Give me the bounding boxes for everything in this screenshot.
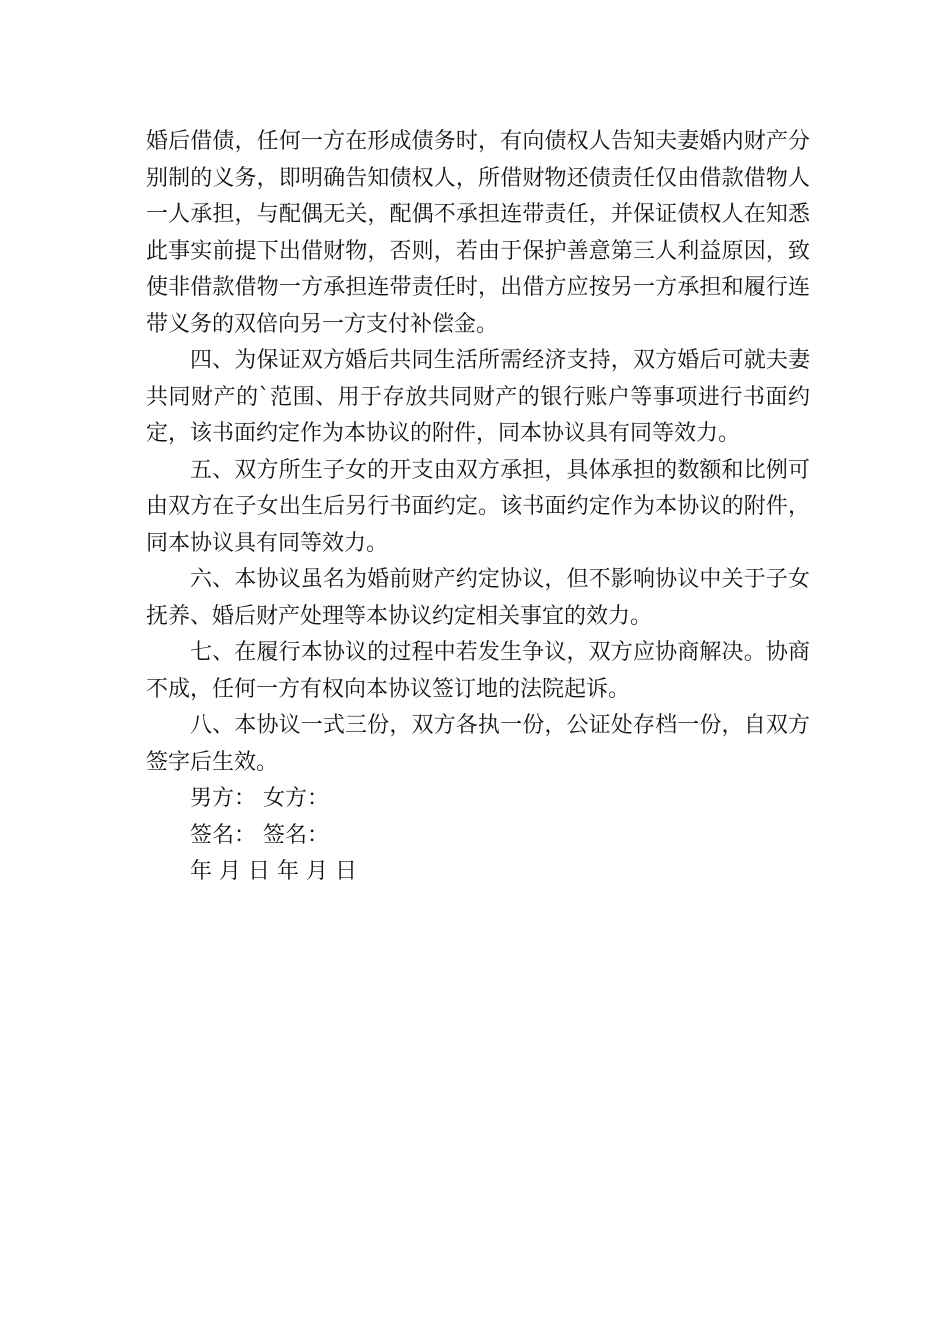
paragraph-clause-7: 七、在履行本协议的过程中若发生争议，双方应协商解决。协商不成，任何一方有权向本协议签订地的法院起诉。 xyxy=(146,640,810,702)
signature-date-line: 年 月 日 年 月 日 xyxy=(190,859,357,884)
signature-sign-line: 签名： 签名： xyxy=(190,822,329,848)
signature-parties-line: 男方： 女方： xyxy=(190,786,329,811)
paragraph-clause-8: 八、本协议一式三份，双方各执一份，公证处存档一份，自双方签字后生效。 xyxy=(146,713,810,775)
document-body xyxy=(146,124,810,891)
paragraph-clause-4: 四、为保证双方婚后共同生活所需经济支持，双方婚后可就夫妻共同财产的`范围、用于存放共同财产的银行账户等事项进行书面约定，该书面约定作为本协议的附件，同本协议具有同等效力。 xyxy=(146,348,810,446)
paragraph-clause-6: 六、本协议虽名为婚前财产约定协议，但不影响协议中关于子女抚养、婚后财产处理等本协议约定相关事宜的效力。 xyxy=(146,567,810,629)
paragraph-continuation: 婚后借债，任何一方在形成债务时，有向债权人告知夫妻婚内财产分别制的义务，即明确告知债权人，所借财物还债责任仅由借款借物人一人承担，与配偶无关，配偶不承担连带责任，并保证债权人在知悉此事实前提下出借财物，否则，若由于保护善意第三人利益原因，致使非借款借物一方承担连带责任时，出借方应按另一方承担和履行连带义务的双倍向另一方支付补偿金。 xyxy=(146,129,810,337)
paragraph-clause-5: 五、双方所生子女的开支由双方承担，具体承担的数额和比例可由双方在子女出生后另行书面约定。该书面约定作为本协议的附件，同本协议具有同等效力。 xyxy=(146,457,810,556)
